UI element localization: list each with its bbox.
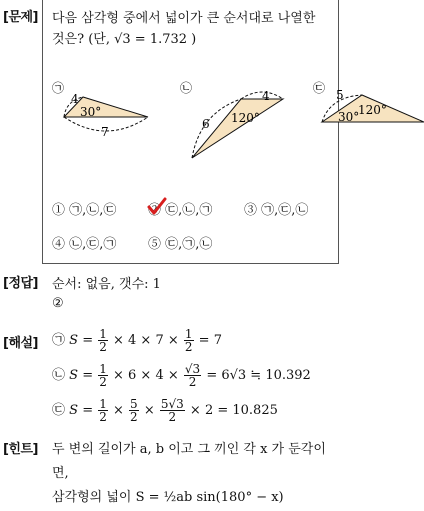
- choice-5-text: ㉢,㉠,㉡: [165, 237, 213, 252]
- solution-label: [해설]: [3, 336, 38, 351]
- choice-3-number: ③: [244, 203, 258, 218]
- choice-5[interactable]: [148, 233, 212, 252]
- figure-a-side1: 4: [71, 92, 79, 106]
- hint-line-3: 삼각형의 넓이 S = ½ab sin(180° − x): [52, 490, 284, 505]
- solution-line-a: ㉠ S = $\frac{1}{2}$ × 4 × 7 × $\frac{1}{2}$ = 7: [52, 327, 222, 354]
- solution-b-mark: ㉡: [52, 368, 66, 383]
- figure-b-angle: 120°: [231, 111, 260, 125]
- figure-a-mark: ㉠: [52, 81, 65, 95]
- choice-2-text: ㉢,㉡,㉠: [165, 203, 213, 218]
- choice-5-number: ⑤: [148, 237, 162, 252]
- figure-b-side1: 6: [202, 117, 210, 131]
- question-line-1: 다음 삼각형 중에서 넓이가 큰 순서대로 나열한: [52, 11, 316, 26]
- choice-1-text: ㉠,㉡,㉢: [69, 203, 117, 218]
- problem-label: [문제]: [3, 10, 38, 25]
- choice-4-text: ㉡,㉢,㉠: [69, 237, 117, 252]
- answer-line-1: 순서: 없음, 갯수: 1: [52, 277, 161, 292]
- figure-a-side2: 7: [101, 125, 109, 139]
- solution-line-b: ㉡ S = $\frac{1}{2}$ × 6 × 4 × $\frac{√3}{2}$ = 6√3 ≒ 10.392: [52, 362, 311, 389]
- hint-label: [힌트]: [3, 442, 38, 457]
- solution-a-result: = 7: [198, 333, 222, 348]
- figure-c-side1: 5: [336, 88, 344, 102]
- figure-b-side2: 4: [262, 89, 270, 103]
- choice-4[interactable]: [52, 233, 116, 252]
- figure-a-angle: 30°: [80, 105, 102, 119]
- frame-bottom-line: [42, 263, 339, 264]
- figure-c-angle2: 120°: [358, 103, 387, 117]
- hint-line-2: 면,: [52, 466, 69, 481]
- figure-b-mark: ㉡: [180, 81, 193, 95]
- solution-c-mark: ㉢: [52, 403, 66, 418]
- check-mark-icon: [146, 197, 168, 217]
- solution-b-result: = 6√3 ≒ 10.392: [206, 368, 311, 383]
- figure-c-mark: ㉢: [313, 81, 326, 95]
- solution-a-mark: ㉠: [52, 333, 66, 348]
- hint-line-1: 두 변의 길이가 a, b 이고 그 끼인 각 x 가 둔각이: [52, 442, 326, 457]
- choice-3-text: ㉠,㉢,㉡: [261, 203, 309, 218]
- solution-line-c: ㉢ S = $\frac{1}{2}$ × $\frac{5}{2}$ × $\frac{5√3}{2}$ × 2 = 10.825: [52, 397, 278, 424]
- question-line-2: 것은? (단, √3 = 1.732 ): [52, 32, 197, 47]
- figure-c-angle1: 30°: [338, 110, 360, 124]
- choice-1-number: ①: [52, 203, 66, 218]
- choice-3[interactable]: [244, 199, 308, 218]
- triangle-figures: [0, 75, 424, 245]
- answer-label: [정답]: [3, 276, 38, 291]
- choice-1[interactable]: [52, 199, 116, 218]
- solution-c-result: × 2 = 10.825: [189, 403, 278, 418]
- choice-2-number: ②: [148, 203, 162, 218]
- choice-4-number: ④: [52, 237, 66, 252]
- answer-line-2: ②: [52, 296, 64, 311]
